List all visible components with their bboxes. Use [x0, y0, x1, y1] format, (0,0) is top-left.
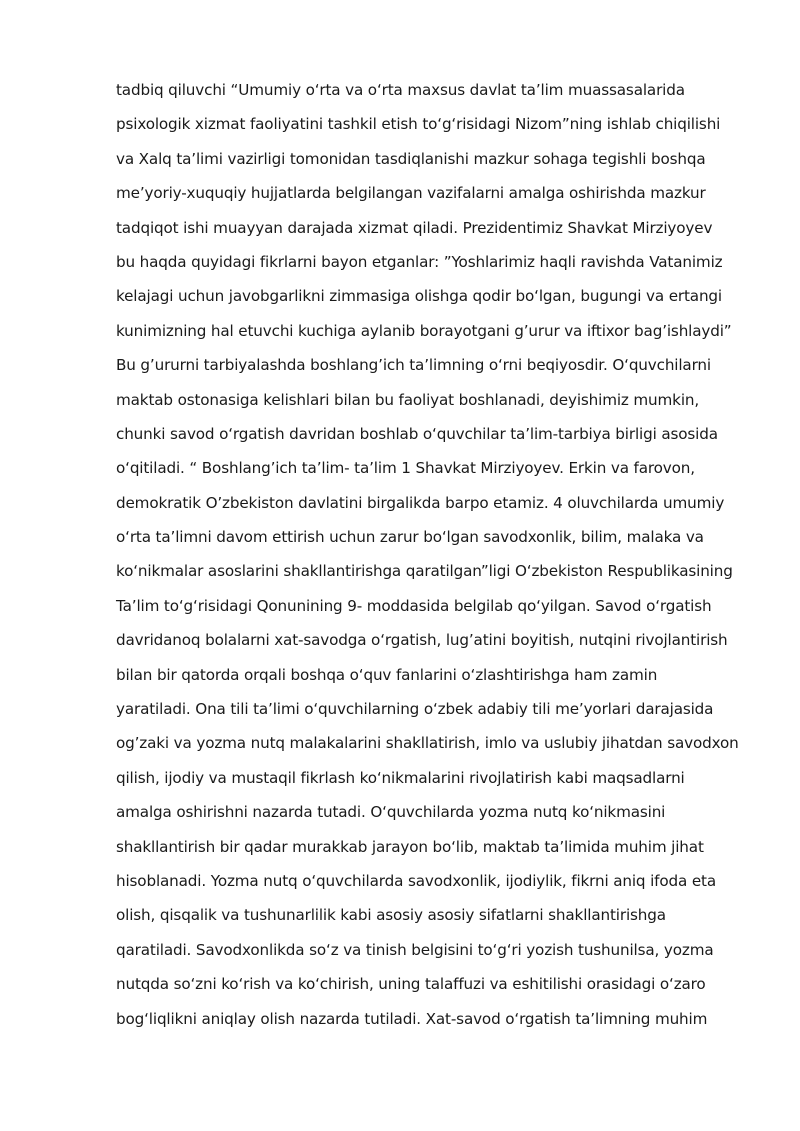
text-line-26: qaratiladi. Savodxonlikda so‘z va tinish belgisini to‘g‘ri yozish tushunilsa, yozma — [116, 940, 714, 959]
text-line-22: amalga oshirishni nazarda tutadi. O‘quvchilarda yozma nutq ko‘nikmasini — [116, 803, 666, 822]
text-line-28: bog‘liqlikni aniqlay olish nazarda tutiladi. Xat-savod o‘rgatish ta’limning muhim — [116, 1009, 708, 1028]
text-line-3: va Xalq ta’limi vazirligi tomonidan tasdiqlanishi mazkur sohaga tegishli boshqa — [116, 149, 706, 168]
text-line-6: bu haqda quyidagi fikrlarni bayon etganlar: ”Yoshlarimiz haqli ravishda Vatanimiz — [116, 252, 723, 271]
text-line-11: chunki savod o‘rgatish davridan boshlab o‘quvchilar ta’lim-tarbiya birligi asosida — [116, 424, 718, 443]
text-line-2: psixologik xizmat faoliyatini tashkil etish to‘g‘risidagi Nizom”ning ishlab chiqilishi — [116, 115, 721, 134]
body-text — [116, 73, 756, 1036]
text-line-12: o‘qitiladi. “ Boshlang’ich ta’lim- ta’lim 1 Shavkat Mirziyoyev. Erkin va farovon, — [116, 459, 695, 478]
text-line-23: shakllantirish bir qadar murakkab jarayon bo‘lib, maktab ta’limida muhim jihat — [116, 837, 704, 856]
text-line-19: yaratiladi. Ona tili ta’limi o‘quvchilarning o‘zbek adabiy tili me’yorlari darajasida — [116, 700, 714, 719]
text-line-8: kunimizning hal etuvchi kuchiga aylanib borayotgani g’urur va iftixor bag’ishlaydi” — [116, 321, 732, 340]
text-line-9: Bu g’ururni tarbiyalashda boshlang’ich ta’limning o‘rni beqiyosdir. O‘quvchilarni — [116, 356, 711, 375]
text-line-25: olish, qisqalik va tushunarlilik kabi asosiy asosiy sifatlarni shakllantirishga — [116, 906, 666, 925]
text-line-14: o‘rta ta’limni davom ettirish uchun zarur bo‘lgan savodxonlik, bilim, malaka va — [116, 528, 704, 547]
text-line-13: demokratik O’zbekiston davlatini birgalikda barpo etamiz. 4 oluvchilarda umumiy — [116, 493, 725, 512]
text-line-27: nutqda so‘zni ko‘rish va ko‘chirish, uning talaffuzi va eshitilishi orasidagi o‘zaro — [116, 975, 706, 994]
text-line-16: Ta’lim to‘g‘risidagi Qonunining 9- moddasida belgilab qo‘yilgan. Savod o‘rgatish — [116, 596, 712, 615]
text-line-5: tadqiqot ishi muayyan darajada xizmat qiladi. Prezidentimiz Shavkat Mirziyoyev — [116, 218, 713, 237]
text-line-21: qilish, ijodiy va mustaqil fikrlash ko‘nikmalarini rivojlatirish kabi maqsadlarni — [116, 768, 685, 787]
text-line-20: og’zaki va yozma nutq malakalarini shakllatirish, imlo va uslubiy jihatdan savodxon — [116, 734, 739, 753]
text-line-17: davridanoq bolalarni xat-savodga o‘rgatish, lug’atini boyitish, nutqini rivojlantirish — [116, 631, 728, 650]
text-line-10: maktab ostonasiga kelishlari bilan bu faoliyat boshlanadi, deyishimiz mumkin, — [116, 390, 700, 409]
text-line-4: me’yoriy-xuquqiy hujjatlarda belgilangan vazifalarni amalga oshirishda mazkur — [116, 184, 706, 203]
text-line-24: hisoblanadi. Yozma nutq o‘quvchilarda savodxonlik, ijodiylik, fikrni aniq ifoda eta — [116, 871, 716, 890]
text-line-1: tadbiq qiluvchi “Umumiy o‘rta va o‘rta maxsus davlat ta’lim muassasalarida — [116, 81, 685, 99]
text-line-7: kelajagi uchun javobgarlikni zimmasiga olishga qodir bo‘lgan, bugungi va ertangi — [116, 287, 722, 306]
text-line-15: ko‘nikmalar asoslarini shakllantirishga qaratilgan”ligi O‘zbekiston Respublikasining — [116, 562, 733, 581]
text-line-18: bilan bir qatorda orqali boshqa o‘quv fanlarini o‘zlashtirishga ham zamin — [116, 665, 658, 684]
